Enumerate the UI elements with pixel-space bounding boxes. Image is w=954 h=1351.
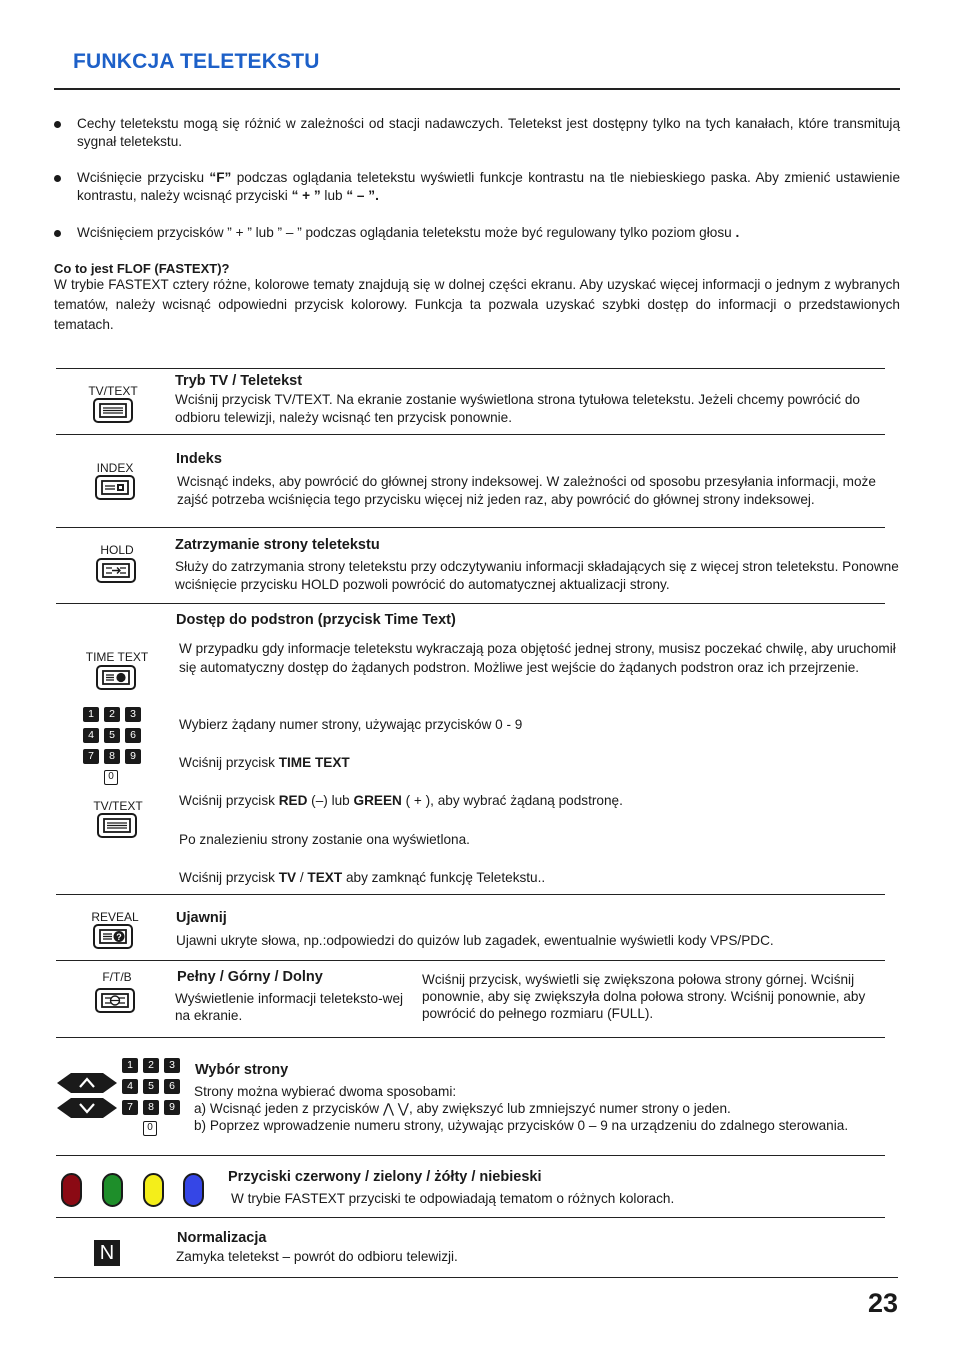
footer-rule bbox=[54, 1277, 898, 1278]
ftb-heading: Pełny / Górny / Dolny bbox=[177, 969, 323, 985]
index-key-label: INDEX bbox=[96, 461, 134, 475]
timetext-tvtext-button[interactable] bbox=[97, 813, 137, 838]
red-button[interactable] bbox=[61, 1173, 82, 1207]
digit-5-key[interactable]: 5 bbox=[104, 728, 120, 743]
hold-icon bbox=[98, 560, 134, 581]
normal-description: Zamyka teletekst – powrót do odbioru telewizji. bbox=[176, 1249, 458, 1264]
timetext-paragraph-2: Wybierz żądany numer strony, używając przycisków 0 - 9 bbox=[179, 717, 523, 732]
chevron-down-icon bbox=[57, 1097, 117, 1119]
digit-2-key[interactable]: 2 bbox=[143, 1058, 159, 1073]
green-button[interactable] bbox=[102, 1173, 123, 1207]
digit-2-key[interactable]: 2 bbox=[104, 707, 120, 722]
digit-5-key[interactable]: 5 bbox=[143, 1079, 159, 1094]
pagesel-heading: Wybór strony bbox=[195, 1062, 289, 1078]
timetext-paragraph-4: Wciśnij przycisk RED (–) lub GREEN ( + ), aby wybrać żądaną podstronę. bbox=[179, 793, 623, 808]
timetext-paragraph-6: Wciśnij przycisk TV / TEXT aby zamknąć funkcję Teletekstu.. bbox=[179, 870, 546, 885]
digit-6-key[interactable]: 6 bbox=[125, 728, 141, 743]
page-up-button[interactable] bbox=[57, 1072, 117, 1097]
tvtext-description: Wciśnij przycisk TV/TEXT. Na ekranie zostanie wyświetlona strona tytułowa teletekstu. Jeżeli chcemy powrócić do odbioru telewizji, należy wcisnąć ten przycisk ponownie. bbox=[175, 392, 860, 425]
intro-bullet-1-text: Cechy teletekstu mogą się różnić w zależności od stacji nadawczych. Teletekst jest dostępny tylko na tych kanałach, które transmitują sygnał teletekstu. bbox=[77, 116, 900, 149]
index-heading: Indeks bbox=[176, 451, 222, 467]
timetext-paragraph-5: Po znalezieniu strony zostanie ona wyświetlona. bbox=[179, 832, 470, 847]
intro-bullet-2 bbox=[54, 169, 900, 205]
bullet-dot bbox=[54, 175, 61, 182]
svg-text:?: ? bbox=[116, 932, 122, 942]
index-description: Wcisnąć indeks, aby powrócić do głównej strony indeksowej. W zależności od sposobu przesyłania informacji, może zajść potrzeba wciśnięcia tego przycisku więcej niż jeden raz, aby powrócić do głównej strony indeksowej. bbox=[177, 474, 876, 507]
digit-6-key[interactable]: 6 bbox=[164, 1079, 180, 1094]
digit-0-key[interactable]: 0 bbox=[143, 1121, 157, 1136]
intro-bullet-1 bbox=[54, 115, 900, 151]
colors-heading: Przyciski czerwony / zielony / żółty / niebieski bbox=[228, 1169, 542, 1185]
page-number: 23 bbox=[867, 1288, 898, 1318]
digit-1-key[interactable]: 1 bbox=[83, 707, 99, 722]
digit-9-key[interactable]: 9 bbox=[164, 1100, 180, 1115]
index-icon bbox=[97, 477, 133, 498]
digit-7-key[interactable]: 7 bbox=[83, 749, 99, 764]
reveal-icon bbox=[95, 926, 131, 947]
timetext-paragraph-1: W przypadku gdy informacje teletekstu wykraczają poza objętość jednej strony, musisz poczekać chwilę, aby uruchomił się automatyczny dostęp do żądanych podstron. Możliwe jest wejście do żądanych podstron oraz ich przejrzenie. bbox=[179, 641, 896, 675]
intro-bullet-3 bbox=[54, 224, 900, 242]
page-title: FUNKCJA TELETEKSTU bbox=[73, 50, 320, 73]
row-divider bbox=[56, 527, 885, 528]
bullet-dot bbox=[54, 121, 61, 128]
pagesel-line-1: Strony można wybierać dwoma sposobami: bbox=[194, 1084, 457, 1099]
digit-8-key[interactable]: 8 bbox=[104, 749, 120, 764]
row-divider bbox=[56, 368, 885, 369]
digit-4-key[interactable]: 4 bbox=[83, 728, 99, 743]
row-divider bbox=[56, 1217, 885, 1218]
ftb-description-left: Wyświetlenie informacji teleteksto-wej na ekranie. bbox=[175, 991, 404, 1023]
bullet-dot bbox=[54, 230, 61, 237]
ftb-description-right: Wciśnij przycisk, wyświetli się zwiększona połowa strony górnej. Wciśnij ponownie, aby się zwiększyła dolna połowa strony. Wciśnij ponownie, aby powrócić do pełnego rozmiaru (FULL). bbox=[422, 972, 866, 1021]
row-divider bbox=[56, 1155, 885, 1156]
timetext-heading: Dostęp do podstron (przycisk Time Text) bbox=[176, 612, 456, 628]
blue-button[interactable] bbox=[183, 1173, 204, 1207]
tvtext-heading: Tryb TV / Teletekst bbox=[175, 373, 303, 389]
pagesel-line-3: b) Poprzez wprowadzenie numeru strony, używając przycisków 0 – 9 na urządzeniu do zdalnego sterowania. bbox=[194, 1118, 849, 1133]
ftb-key-label: F/T/B bbox=[102, 970, 132, 984]
hold-heading: Zatrzymanie strony teletekstu bbox=[175, 537, 380, 553]
tvtext-button[interactable] bbox=[93, 398, 133, 423]
timetext-icon bbox=[98, 667, 134, 688]
digit-3-key[interactable]: 3 bbox=[125, 707, 141, 722]
title-rule bbox=[54, 88, 900, 90]
digit-8-key[interactable]: 8 bbox=[143, 1100, 159, 1115]
digit-0-key[interactable]: 0 bbox=[104, 770, 118, 785]
row-divider bbox=[56, 1037, 885, 1038]
digit-9-key[interactable]: 9 bbox=[125, 749, 141, 764]
yellow-button[interactable] bbox=[143, 1173, 164, 1207]
hold-description: Służy do zatrzymania strony teletekstu przy odczytywaniu informacji składających się z więcej stron teletekstu. Ponowne wciśnięcie przycisku HOLD pozwoli powrócić do automatycznej aktualizacji strony. bbox=[175, 559, 899, 592]
tvtext-key-label: TV/TEXT bbox=[88, 384, 138, 398]
pagesel-line-2: a) Wcisnąć jeden z przycisków ⋀ ⋁, aby zwiększyć lub zmniejszyć numer strony o jeden. bbox=[194, 1101, 731, 1116]
hold-key-label: HOLD bbox=[100, 543, 134, 557]
chevron-up-icon bbox=[57, 1072, 117, 1094]
hold-button[interactable] bbox=[96, 558, 136, 583]
row-divider bbox=[56, 434, 885, 435]
flof-heading: Co to jest FLOF (FASTEXT)? bbox=[54, 261, 230, 276]
row-divider bbox=[56, 603, 885, 604]
normal-button[interactable]: N bbox=[94, 1240, 120, 1266]
digit-1-key[interactable]: 1 bbox=[122, 1058, 138, 1073]
timetext-button[interactable] bbox=[96, 665, 136, 690]
digit-7-key[interactable]: 7 bbox=[122, 1100, 138, 1115]
timetext-paragraph-3: Wciśnij przycisk TIME TEXT bbox=[179, 755, 350, 770]
row-divider bbox=[56, 960, 885, 961]
digit-4-key[interactable]: 4 bbox=[122, 1079, 138, 1094]
reveal-key-label: REVEAL bbox=[91, 910, 139, 924]
index-button[interactable] bbox=[95, 475, 135, 500]
normal-heading: Normalizacja bbox=[177, 1230, 267, 1246]
flof-text: W trybie FASTEXT cztery różne, kolorowe tematy znajdują się w dolnej części ekranu. Aby uzyskać więcej informacji o jednym z wybranych tematów, należy wcisnąć odpowiedni przycisk kolorowy. Funkcja ta pozwala uzyskać szybki dostęp do informacji o przedstawionych tematach. bbox=[54, 277, 900, 332]
intro-bullet-2-text: Wciśnięcie przycisku “F” podczas oglądania teletekstu wyświetli funkcje kontrastu na tle niebieskiego paska. Aby zmienić ustawienie kontrastu, należy wcisnąć przyciski “ + ” lub “ – ”. bbox=[77, 170, 901, 203]
tvtext-icon bbox=[95, 400, 131, 421]
reveal-button[interactable] bbox=[93, 924, 133, 949]
reveal-description: Ujawni ukryte słowa, np.:odpowiedzi do quizów lub zagadek, ewentualnie wyświetli kody VPS/PDC. bbox=[176, 933, 774, 948]
intro-bullet-3-text: Wciśnięciem przycisków ” + ” lub ” – ” podczas oglądania teletekstu może być regulowany tylko poziom głosu . bbox=[77, 225, 740, 240]
digit-3-key[interactable]: 3 bbox=[164, 1058, 180, 1073]
colors-description: W trybie FASTEXT przyciski te odpowiadają tematom o różnych kolorach. bbox=[231, 1191, 675, 1206]
ftb-button[interactable] bbox=[95, 988, 135, 1013]
row-divider bbox=[56, 894, 885, 895]
ftb-icon bbox=[97, 990, 133, 1011]
timetext-key-label: TIME TEXT bbox=[85, 650, 149, 664]
page-down-button[interactable] bbox=[57, 1097, 117, 1122]
reveal-heading: Ujawnij bbox=[176, 910, 227, 926]
timetext-tvtext-key-label: TV/TEXT bbox=[93, 799, 143, 813]
tvtext-icon bbox=[99, 815, 135, 836]
